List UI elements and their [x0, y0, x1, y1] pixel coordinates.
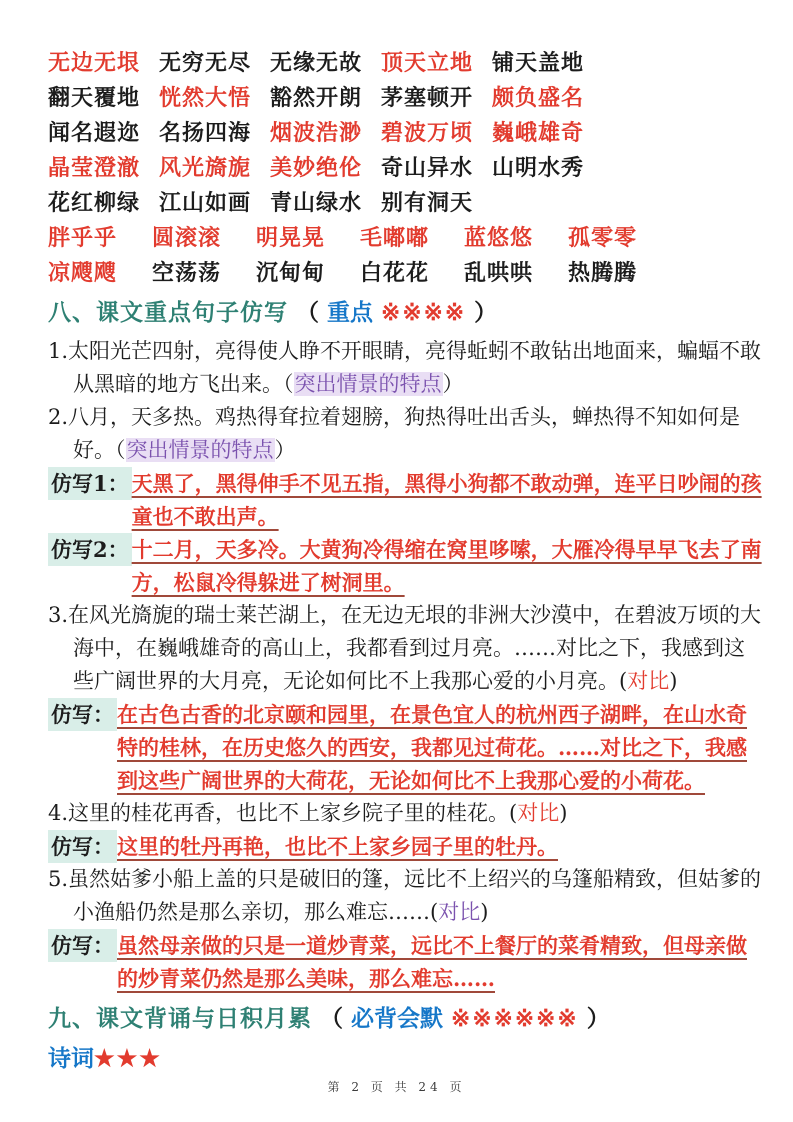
paren-close: ）: [586, 1005, 610, 1032]
idiom-row: [48, 219, 765, 254]
paren-close: ): [669, 669, 678, 693]
idiom: 无穷无尽: [159, 50, 252, 76]
idiom-row: [48, 184, 765, 219]
idiom: 空荡荡: [152, 260, 222, 286]
idiom: 名扬四海: [159, 120, 252, 146]
section8-heading: [48, 296, 765, 330]
imitation-text: 在古色古香的北京颐和园里，在景色宜人的杭州西子湖畔，在山水奇特的桂林，在历史悠久的西安，我都见过荷花。……对比之下，我感到这些广阔世界的大荷花，无论如何比不上我那心爱的小荷花。: [117, 702, 747, 793]
idiom: 胖乎乎: [48, 225, 118, 251]
idiom: 乱哄哄: [464, 260, 534, 286]
sentence-item-5: [48, 863, 765, 929]
sentence-item-4: [48, 797, 765, 830]
idiom: 无边无垠: [48, 50, 141, 76]
idiom: 铺天盖地: [492, 50, 585, 76]
imitation-text: 天黑了，黑得伸手不见五指，黑得小狗都不敢动弹，连平日吵闹的孩童也不敢出声。: [131, 471, 762, 529]
imitation-text: 虽然母亲做的只是一道炒青菜，远比不上餐厅的菜肴精致，但母亲做的炒青菜仍然是那么美味，那么难忘……: [117, 933, 747, 991]
idiom-row: [48, 44, 765, 79]
idiom: 圆滚滚: [152, 225, 222, 251]
idiom: 蓝悠悠: [464, 225, 534, 251]
section8-tag: 重点: [327, 299, 374, 326]
section9-heading: [48, 1002, 765, 1036]
idiom: 恍然大悟: [159, 85, 252, 111]
paren-close: ): [559, 801, 568, 825]
sentence-item-1: [48, 335, 765, 401]
sentence-item-2: [48, 401, 765, 467]
item-body: 在风光旖旎的瑞士莱芒湖上，在无边无垠的非洲大沙漠中，在碧波万顷的大海中，在巍峨雄奇的高山上，我都看到过月亮。……对比之下，我感到这些广阔世界的大月亮，无论如何比不上我那心爱的小月亮。: [68, 603, 762, 693]
idiom: 别有洞天: [381, 190, 474, 216]
item-note: 突出情景的特点: [294, 372, 442, 396]
idiom: 毛嘟嘟: [360, 225, 430, 251]
idiom: 奇山异水: [381, 155, 474, 181]
item-number: 4.: [48, 801, 69, 825]
idiom: 闻名遐迩: [48, 120, 141, 146]
item-body: 八月，天多热。鸡热得耷拉着翅膀，狗热得吐出舌头，蝉热得不知如何是好。: [68, 405, 741, 462]
imitation-text: 十二月，天多冷。大黄狗冷得缩在窝里哆嗦，大雁冷得早早飞去了南方，松鼠冷得躲进了树洞里。: [131, 537, 762, 595]
item-number: 5.: [48, 867, 69, 891]
section9-tag: 必背会默: [351, 1005, 444, 1032]
imitation-4: [48, 830, 765, 863]
imitation-label: 仿写1：: [48, 467, 132, 500]
idiom-row: [48, 79, 765, 114]
idiom-row: [48, 254, 765, 289]
item-note: 对比: [438, 900, 481, 924]
idiom-row: [48, 149, 765, 184]
importance-marks: ※※※※: [381, 299, 467, 326]
paren-open: （: [283, 372, 294, 396]
item-number: 3.: [48, 603, 69, 627]
section8-title: 八、课文重点句子仿写: [48, 299, 288, 326]
item-number: 1.: [48, 339, 69, 363]
imitation-label: 仿写2：: [48, 533, 132, 566]
item-note: 对比: [517, 801, 560, 825]
idiom: 晶莹澄澈: [48, 155, 141, 181]
imitation-label: 仿写：: [48, 698, 117, 731]
imitation-5: [48, 929, 765, 995]
imitation-2: [48, 533, 765, 599]
section9-title: 九、课文背诵与日积月累: [48, 1005, 312, 1032]
importance-marks: ※※※※※※: [451, 1005, 579, 1032]
imitation-1: [48, 467, 765, 533]
idiom-grid: [48, 44, 765, 289]
idiom: 顶天立地: [381, 50, 474, 76]
paren-open: (: [430, 900, 439, 924]
paren-close: ）: [442, 372, 464, 396]
paren-open: (: [509, 801, 518, 825]
idiom: 巍峨雄奇: [492, 120, 585, 146]
sentence-item-3: [48, 599, 765, 698]
item-number: 2.: [48, 405, 69, 429]
paren-open: (: [619, 669, 628, 693]
idiom: 沉甸甸: [256, 260, 326, 286]
idiom: 凉飕飕: [48, 260, 118, 286]
idiom: 颇负盛名: [492, 85, 585, 111]
idiom: 山明水秀: [492, 155, 585, 181]
idiom: 碧波万顷: [381, 120, 474, 146]
paren-close: ）: [274, 438, 296, 462]
idiom: 孤零零: [568, 225, 638, 251]
item-note: 对比: [627, 669, 670, 693]
paren-open: （: [115, 438, 126, 462]
idiom: 白花花: [360, 260, 430, 286]
idiom: 明晃晃: [256, 225, 326, 251]
imitation-label: 仿写：: [48, 929, 117, 962]
idiom: 翻天覆地: [48, 85, 141, 111]
idiom-row: [48, 114, 765, 149]
idiom: 花红柳绿: [48, 190, 141, 216]
star-icons: ★★★: [94, 1045, 162, 1072]
paren-open: （: [320, 1005, 344, 1032]
idiom: 茅塞顿开: [381, 85, 474, 111]
poetry-heading: [48, 1042, 765, 1075]
paren-close: ): [480, 900, 489, 924]
idiom: 热腾腾: [568, 260, 638, 286]
item-body: 太阳光芒四射，亮得使人睁不开眼睛，亮得蚯蚓不敢钻出地面来，蝙蝠不敢从黑暗的地方飞出来。: [68, 339, 762, 396]
imitation-label: 仿写：: [48, 830, 117, 863]
idiom: 青山绿水: [270, 190, 363, 216]
paren-open: （: [296, 299, 320, 326]
item-body: 这里的桂花再香，也比不上家乡院子里的桂花。: [68, 801, 510, 825]
poetry-label: 诗词: [48, 1045, 94, 1072]
item-body: 虽然姑爹小船上盖的只是破旧的篷，远比不上绍兴的乌篷船精致，但姑爹的小渔船仍然是那么亲切，那么难忘……: [68, 867, 762, 924]
imitation-text: 这里的牡丹再艳，也比不上家乡园子里的牡丹。: [117, 834, 558, 859]
idiom: 风光旖旎: [159, 155, 252, 181]
idiom: 美妙绝伦: [270, 155, 363, 181]
idiom: 江山如画: [159, 190, 252, 216]
idiom: 豁然开朗: [270, 85, 363, 111]
imitation-3: [48, 698, 765, 797]
idiom: 烟波浩渺: [270, 120, 363, 146]
paren-close: ）: [474, 299, 498, 326]
item-note: 突出情景的特点: [126, 438, 274, 462]
idiom: 无缘无故: [270, 50, 363, 76]
page-footer: 第 2 页 共 24 页: [327, 1080, 466, 1094]
